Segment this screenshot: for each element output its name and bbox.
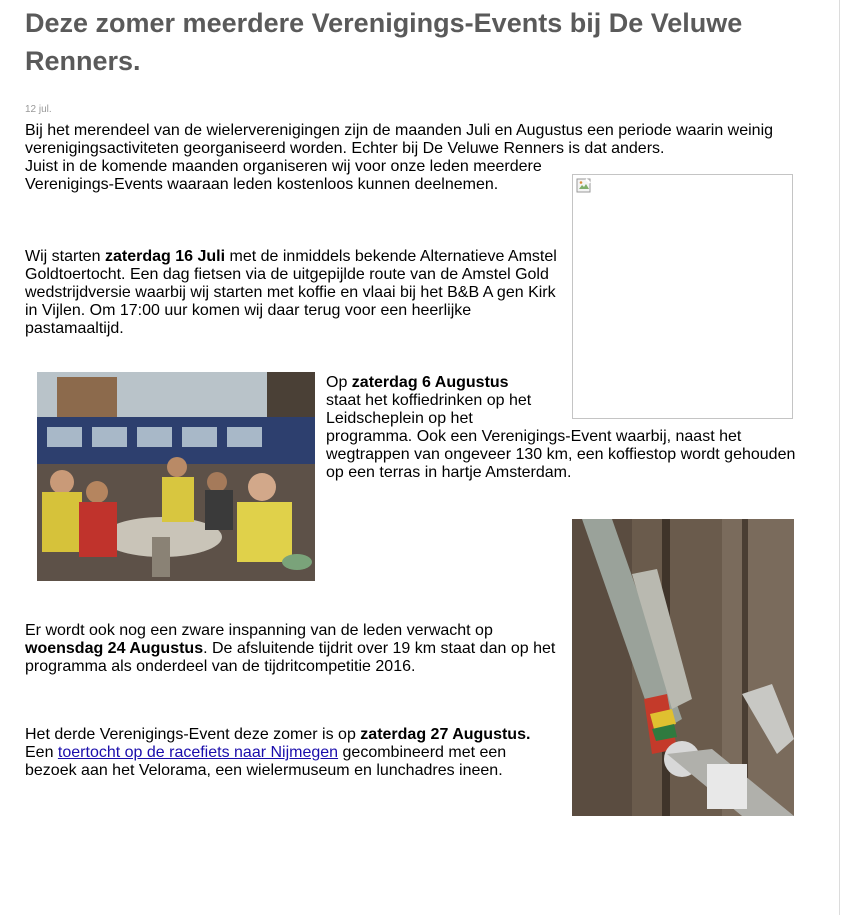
bike-frame-photo [572, 519, 794, 816]
paragraph-amstel-gold [25, 248, 565, 338]
intro-text-2: Juist in de komende maanden organiseren wij voor onze leden meerdere Verenigings-Events waaraan leden kostenloos kunnen deelnemen. [25, 158, 542, 193]
intro-paragraph-2 [25, 158, 565, 194]
article [25, 0, 815, 915]
date-16-juli: zaterdag 16 Juli [105, 248, 226, 265]
paragraph-amsterdam [326, 374, 806, 428]
paragraph-tijdrit [25, 622, 565, 676]
p2-post: met de inmiddels bekende Alternatieve Amstel Goldtoertocht. Een dag fietsen via de uitgepijlde route van de Amstel Gold wedstrijdversie waarbij wij starten met koffie en vlaai bij het B&B A gen Kirk in Vijlen. Om 17:00 uur komen wij daar terug voor een heerlijke pastamaaltijd. [25, 248, 557, 337]
p3-pre: Op [326, 374, 352, 391]
p3-line2: staat het koffiedrinken op het [326, 392, 532, 409]
date-27-augustus: zaterdag 27 Augustus. [360, 726, 531, 743]
p4-pre: Er wordt ook nog een zware inspanning van de leden verwacht op [25, 622, 493, 639]
p4-post: . De afsluitende tijdrit over 19 km staat dan op het programma als onderdeel van de tijdritcompetitie 2016. [25, 640, 556, 675]
p3-rest: programma. Ook een Verenigings-Event waarbij, naast het wegtrappen van ongeveer 130 km, een koffiestop wordt gehouden op een terras in hartje Amsterdam. [326, 428, 796, 481]
p2-pre: Wij starten [25, 248, 106, 265]
date-24-augustus: woensdag 24 Augustus [25, 640, 204, 657]
nijmegen-tour-link[interactable]: toertocht op de racefiets naar Nijmegen [57, 744, 339, 761]
intro-text-1: Bij het merendeel van de wielerverenigingen zijn de maanden Juli en Augustus een periode waarin weinig verenigingsactiviteten georganiseerd worden. Echter bij De Veluwe Renners is dat anders. [25, 122, 774, 157]
p5-line2-post: gecombineerd met een bezoek aan het Velorama, een wielermuseum en lunchadres ineen. [25, 744, 507, 779]
date-6-augustus: zaterdag 6 Augustus [351, 374, 509, 391]
paragraph-amsterdam-rest [326, 428, 806, 482]
cafe-terrace-photo [37, 372, 315, 581]
p5-line2-pre: Een [25, 744, 58, 761]
p5-pre: Het derde Verenigings-Event deze zomer is op [25, 726, 361, 743]
p3-line3: Leidscheplein op het [326, 410, 473, 427]
broken-image-icon [576, 178, 592, 194]
article-title: Deze zomer meerdere Verenigings-Events bij De Veluwe Renners. [25, 8, 743, 76]
intro-paragraph [25, 122, 810, 158]
page-border [839, 0, 840, 915]
article-date: 12 jul. [25, 104, 52, 115]
paragraph-nijmegen [25, 726, 555, 780]
